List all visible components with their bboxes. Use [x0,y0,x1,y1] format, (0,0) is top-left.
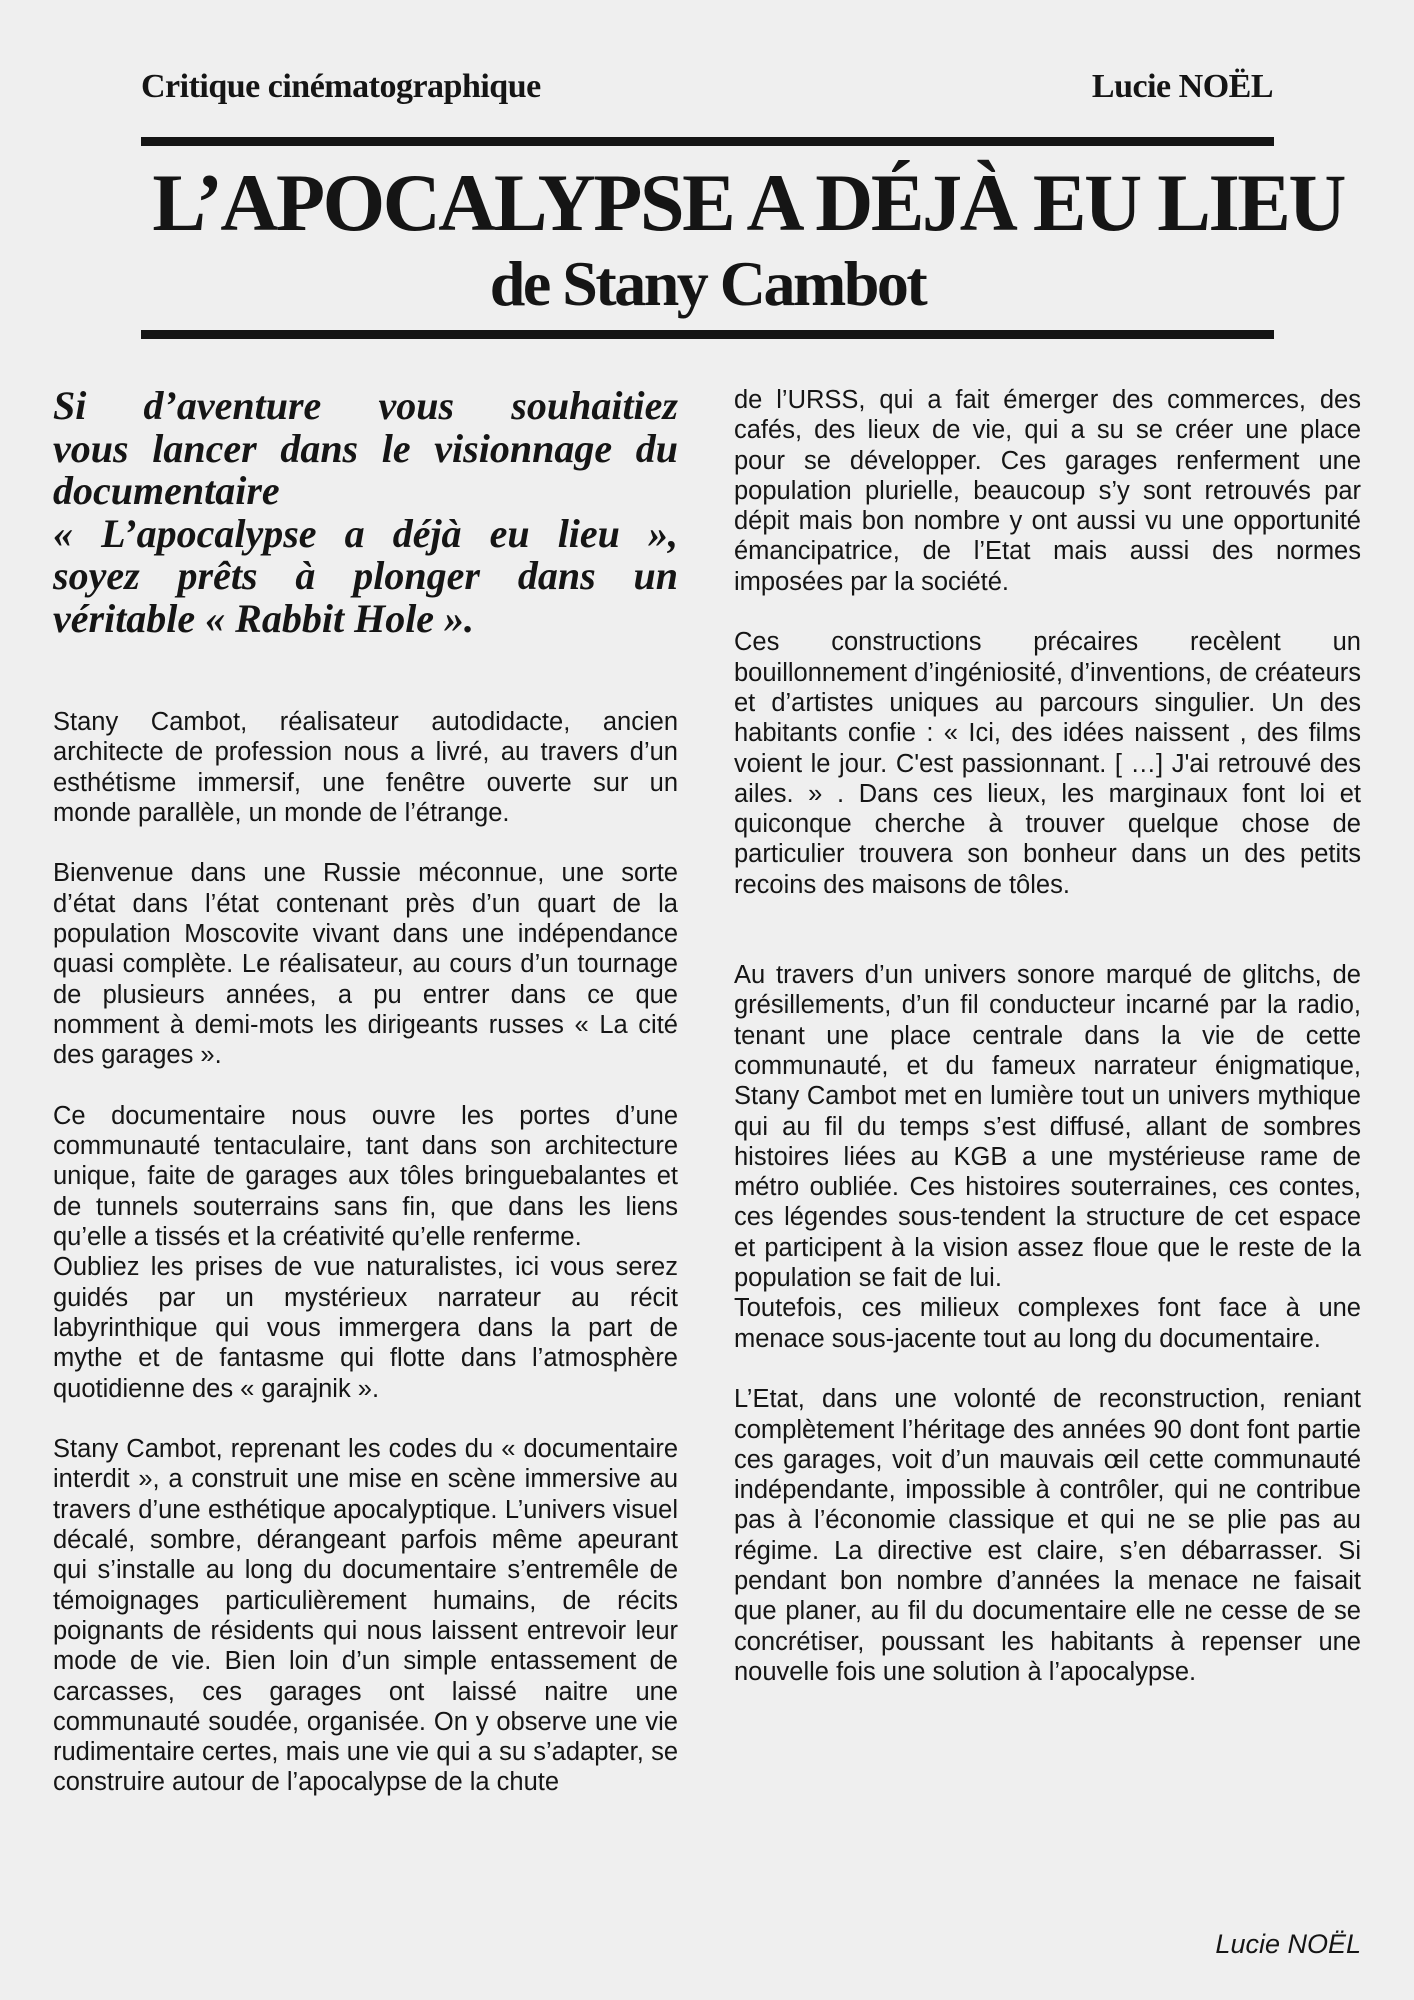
author-label: Lucie NOËL [1091,68,1273,105]
lead-line: véritable « Rabbit Hole ». [53,595,475,641]
lead-line: documentaire [53,468,280,513]
body-paragraph: Ce documentaire nous ouvre les portes d’une communauté tentaculaire, tant dans son architecture unique, faite de garages aux tôles bringuebalantes et de tunnels souterrains sans fin, que dans les liens qu’elle a tissés et la créativité qu’elle renferme. [53,1101,678,1252]
page-header-bar [141,62,1273,112]
body-paragraph: de l’URSS, qui a fait émerger des commerces, des cafés, des lieux de vie, qui a su se créer une place pour se développer. Ces garages renferment une population plurielle, beaucoup s’y sont retrouvés par dépit mais bon nombre y ont aussi vu une opportunité émancipatrice, de l’Etat mais aussi des normes imposées par la société. [734,386,1361,596]
body-paragraph: Ces constructions précaires recèlent un bouillonnement d’ingéniosité, d’inventions, de créateurs et d’artistes uniques au parcours singulier. Un des habitants confie : « Ici, des idées naissent , des films voient le jour. C'est passionnant. [ …] J'ai retrouvé des ailes. » . Dans ces lieux, les marginaux font loi et quiconque cherche à trouver quelque chose de particulier trouvera son bonheur dans un des petits recoins des maisons de tôles. [734,628,1361,899]
left-column [53,385,678,1798]
author-signature: Lucie NOËL [1215,1929,1361,1959]
body-paragraph: Bienvenue dans une Russie méconnue, une sorte d’état dans l’état contenant près d’un quart de la population Moscovite vivant dans une indépendance quasi complète. Le réalisateur, au cours d’un tournage de plusieurs années, a pu entrer dans ce que nomment à demi-mots les dirigeants russes « La cité des garages ». [53,859,678,1070]
body-paragraph: Toutefois, ces milieux complexes font face à une menace sous-jacente tout au long du documentaire. [734,1294,1361,1353]
body-paragraph: Stany Cambot, reprenant les codes du « documentaire interdit », a construit une mise en scène immersive au travers d’une esthétique apocalyptique. L’univers visuel décalé, sombre, dérangeant parfois même apeurant qui s’installe au long du documentaire s’entremêle de témoignages particulièrement humains, de récits poignants de résidents qui nous laissent entrevoir leur mode de vie. Bien loin d’un simple entassement de carcasses, ces garages ont laissé naitre une communauté soudée, organisée. On y observe une vie rudimentaire certes, mais une vie qui a su s’adapter, se construire autour de l’apocalypse de la chute [53,1435,678,1797]
body-paragraph: Oubliez les prises de vue naturalistes, ici vous serez guidés par un mystérieux narrateur au récit labyrinthique qui vous immergera dans la part de mythe et de fantasme qui flotte dans l’atmosphère quotidienne des « garajnik ». [53,1253,678,1403]
body-paragraph: Au travers d’un univers sonore marqué de glitchs, de grésillements, d’un fil conducteur incarné par la radio, tenant une place centrale dans la vie de cette communauté, et du fameux narrateur énigmatique, Stany Cambot met en lumière tout un univers mythique qui au fil du temps s’est diffusé, allant de sombres histoires liées au KGB a une mystérieuse rame de métro oubliée. Ces histoires souterraines, ces contes, ces légendes sous-tendent la structure de cet espace et participent à la vision assez floue que le reste de la population se fait de lui. [734,961,1361,1293]
top-rule-divider [141,137,1274,146]
lead-line: Si d’aventure vous souhaitiez [53,383,678,428]
body-paragraph: Stany Cambot, réalisateur autodidacte, ancien architecte de profession nous a livré, au travers d’un esthétisme immersif, une fenêtre ouverte sur un monde parallèle, un monde de l’étrange. [53,708,678,827]
lead-line: soyez prêts à plonger dans un [53,553,678,598]
article-subtitle: de Stany Cambot [489,248,926,319]
article-title: L’APOCALYPSE A DÉJÀ EU LIEU [152,157,1345,248]
lead-paragraph [53,385,678,640]
lead-line: vous lancer dans le visionnage du [53,425,678,471]
right-column [734,385,1361,1687]
bottom-rule-divider [141,330,1274,339]
body-paragraph: L’Etat, dans une volonté de reconstruction, reniant complètement l’héritage des années 90 dont font partie ces garages, voit d’un mauvais œil cette communauté indépendante, impossible à contrôler, qui ne contribue pas à l’économie classique et qui ne se plie pas au régime. La directive est claire, s’en débarrasser. Si pendant bon nombre d’années la menace ne faisait que planer, au fil du documentaire elle ne cesse de se concrétiser, poussant les habitants à repenser une nouvelle fois une solution à l’apocalypse. [734,1385,1361,1686]
section-label: Critique cinématographique [141,68,541,105]
lead-line: « L’apocalypse a déjà eu lieu », [53,510,678,556]
